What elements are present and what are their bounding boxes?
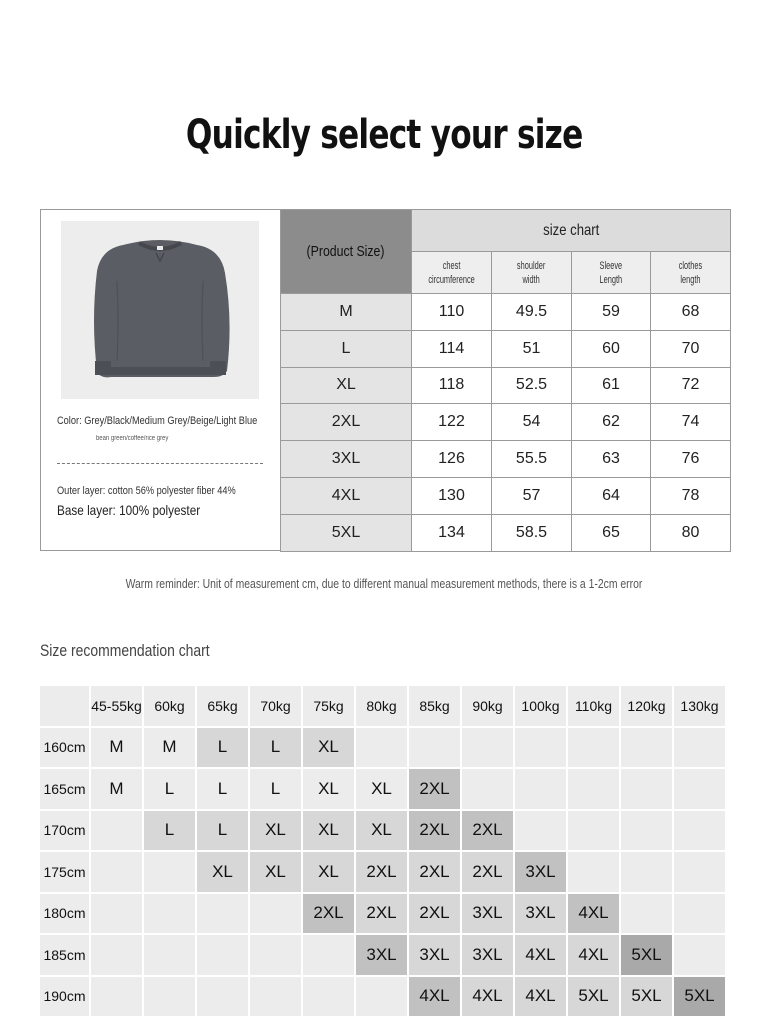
measurement-cell: 49.5 [492,294,572,331]
size-chart-table [280,209,731,552]
recommended-size-cell: 2XL [356,852,407,892]
recommended-size-cell [91,852,142,892]
corner-cell [40,686,89,726]
recommended-size-cell: 2XL [409,852,460,892]
recommended-size-cell: 5XL [674,977,725,1017]
height-header: 190cm [40,977,89,1017]
measurement-cell: 54 [492,404,572,441]
recommended-size-cell [621,894,672,934]
height-row [40,728,725,768]
recommended-size-cell: 2XL [356,894,407,934]
recommended-size-cell: 5XL [568,977,619,1017]
recommended-size-cell [515,728,566,768]
weight-header: 75kg [303,686,354,726]
recommended-size-cell [303,977,354,1017]
size-row [281,367,731,404]
sweatshirt-icon [61,221,259,399]
measurement-cell: 65 [572,514,651,551]
recommended-size-cell [462,769,513,809]
recommended-size-cell: XL [250,852,301,892]
size-recommendation-grid [38,684,727,1018]
height-row [40,935,725,975]
recommended-size-cell: 3XL [462,935,513,975]
measurement-cell: 68 [651,294,731,331]
size-chart-header: size chart [412,210,731,252]
recommended-size-cell: 3XL [515,852,566,892]
recommended-size-cell: 2XL [462,811,513,851]
measurement-cell: 61 [572,367,651,404]
recommended-size-cell: 4XL [568,935,619,975]
recommended-size-cell [250,935,301,975]
recommended-size-cell: 5XL [621,977,672,1017]
weight-header: 130kg [674,686,725,726]
recommended-size-cell: 2XL [409,769,460,809]
size-label: XL [281,367,412,404]
measurement-cell: 70 [651,330,731,367]
outer-layer-text: Outer layer: cotton 56% polyester fiber 44% [57,485,236,497]
recommended-size-cell [91,811,142,851]
measurement-reminder: Warm reminder: Unit of measurement cm, due to different manual measurement methods, there is a 1-2cm error [125,576,643,591]
recommended-size-cell [674,935,725,975]
recommended-size-cell [621,728,672,768]
size-label: 5XL [281,514,412,551]
measurement-cell: 51 [492,330,572,367]
weight-header: 100kg [515,686,566,726]
recommended-size-cell: XL [250,811,301,851]
size-row [281,514,731,551]
recommended-size-cell [515,769,566,809]
size-label: 2XL [281,404,412,441]
measurement-cell: 60 [572,330,651,367]
measurement-cell: 64 [572,477,651,514]
weight-header: 70kg [250,686,301,726]
recommended-size-cell [91,894,142,934]
recommended-size-cell [303,935,354,975]
product-info-panel [41,210,280,550]
recommended-size-cell [356,728,407,768]
recommended-size-cell: L [250,769,301,809]
weight-header: 65kg [197,686,248,726]
height-row [40,977,725,1017]
size-row [281,477,731,514]
recommended-size-cell: XL [197,852,248,892]
recommended-size-cell: M [144,728,195,768]
measurement-cell: 114 [412,330,492,367]
size-chart-block [40,209,729,551]
recommended-size-cell: 2XL [303,894,354,934]
measurement-cell: 72 [651,367,731,404]
recommended-size-cell [462,728,513,768]
measurement-cell: 118 [412,367,492,404]
weight-header: 85kg [409,686,460,726]
recommended-size-cell: XL [356,811,407,851]
recommended-size-cell [197,935,248,975]
recommended-size-cell [568,811,619,851]
measurement-cell: 52.5 [492,367,572,404]
recommended-size-cell [674,769,725,809]
size-label: L [281,330,412,367]
recommended-size-cell: 3XL [515,894,566,934]
recommended-size-cell [197,894,248,934]
recommended-size-cell [674,811,725,851]
base-layer-text: Base layer: 100% polyester [57,502,201,518]
recommended-size-cell [91,977,142,1017]
weight-header: 80kg [356,686,407,726]
recommended-size-cell [144,852,195,892]
size-row [281,330,731,367]
height-header: 165cm [40,769,89,809]
recommended-size-cell: M [91,769,142,809]
measurement-cell: 63 [572,441,651,478]
recommended-size-cell: 3XL [462,894,513,934]
height-row [40,811,725,851]
recommendation-title: Size recommendation chart [40,641,210,660]
recommended-size-cell [621,811,672,851]
recommended-size-cell [674,852,725,892]
height-header: 185cm [40,935,89,975]
recommended-size-cell: L [144,811,195,851]
column-header: clothes length [651,252,731,294]
recommended-size-cell [621,852,672,892]
measurement-cell: 122 [412,404,492,441]
size-row [281,294,731,331]
recommended-size-cell: 5XL [621,935,672,975]
recommended-size-cell [144,935,195,975]
dashed-divider [57,463,263,464]
recommended-size-cell: XL [303,852,354,892]
weight-header: 90kg [462,686,513,726]
recommended-size-cell: 4XL [568,894,619,934]
page-title: Quickly select your size [185,112,583,158]
product-image [61,221,259,399]
recommended-size-cell [356,977,407,1017]
recommended-size-cell: L [250,728,301,768]
measurement-cell: 80 [651,514,731,551]
height-header: 170cm [40,811,89,851]
measurement-cell: 62 [572,404,651,441]
recommended-size-cell: XL [303,728,354,768]
height-row [40,852,725,892]
height-row [40,769,725,809]
recommended-size-cell: 4XL [462,977,513,1017]
size-row [281,441,731,478]
recommended-size-cell [197,977,248,1017]
size-label: 3XL [281,441,412,478]
weight-header: 110kg [568,686,619,726]
recommended-size-cell: 4XL [409,977,460,1017]
recommended-size-cell: 4XL [515,935,566,975]
measurement-cell: 55.5 [492,441,572,478]
recommended-size-cell: L [144,769,195,809]
measurement-cell: 59 [572,294,651,331]
color-options-text: Color: Grey/Black/Medium Grey/Beige/Light Blue [57,415,258,427]
recommended-size-cell [250,977,301,1017]
recommended-size-cell [674,728,725,768]
color-options-subtext: bean green/coffee/rice grey [96,435,169,442]
measurement-cell: 78 [651,477,731,514]
recommended-size-cell: 3XL [409,935,460,975]
recommended-size-cell: 2XL [462,852,513,892]
height-header: 180cm [40,894,89,934]
weight-header: 60kg [144,686,195,726]
height-header: 175cm [40,852,89,892]
recommended-size-cell: L [197,811,248,851]
recommended-size-cell: XL [356,769,407,809]
size-row [281,404,731,441]
recommended-size-cell: 2XL [409,894,460,934]
product-size-header: (Product Size) [281,210,412,294]
recommended-size-cell: 2XL [409,811,460,851]
measurement-cell: 74 [651,404,731,441]
recommended-size-cell [515,811,566,851]
recommended-size-cell: XL [303,769,354,809]
size-label: M [281,294,412,331]
weight-header-row [40,686,725,726]
recommended-size-cell [409,728,460,768]
weight-header: 120kg [621,686,672,726]
measurement-cell: 126 [412,441,492,478]
column-header: shoulder width [492,252,572,294]
measurement-cell: 58.5 [492,514,572,551]
measurement-cell: 134 [412,514,492,551]
measurement-cell: 76 [651,441,731,478]
recommended-size-cell [568,769,619,809]
column-header: chest circumference [412,252,492,294]
column-header: Sleeve Length [572,252,651,294]
recommended-size-cell: L [197,728,248,768]
recommended-size-cell [621,769,672,809]
recommended-size-cell: L [197,769,248,809]
recommended-size-cell [144,977,195,1017]
recommended-size-cell: 3XL [356,935,407,975]
recommended-size-cell: 4XL [515,977,566,1017]
measurement-cell: 110 [412,294,492,331]
recommended-size-cell [91,935,142,975]
height-row [40,894,725,934]
measurement-cell: 130 [412,477,492,514]
recommended-size-cell [250,894,301,934]
weight-header: 45-55kg [91,686,142,726]
measurement-cell: 57 [492,477,572,514]
recommended-size-cell: M [91,728,142,768]
recommended-size-cell [568,852,619,892]
size-label: 4XL [281,477,412,514]
recommended-size-cell [674,894,725,934]
recommended-size-cell: XL [303,811,354,851]
recommended-size-cell [144,894,195,934]
recommended-size-cell [568,728,619,768]
height-header: 160cm [40,728,89,768]
